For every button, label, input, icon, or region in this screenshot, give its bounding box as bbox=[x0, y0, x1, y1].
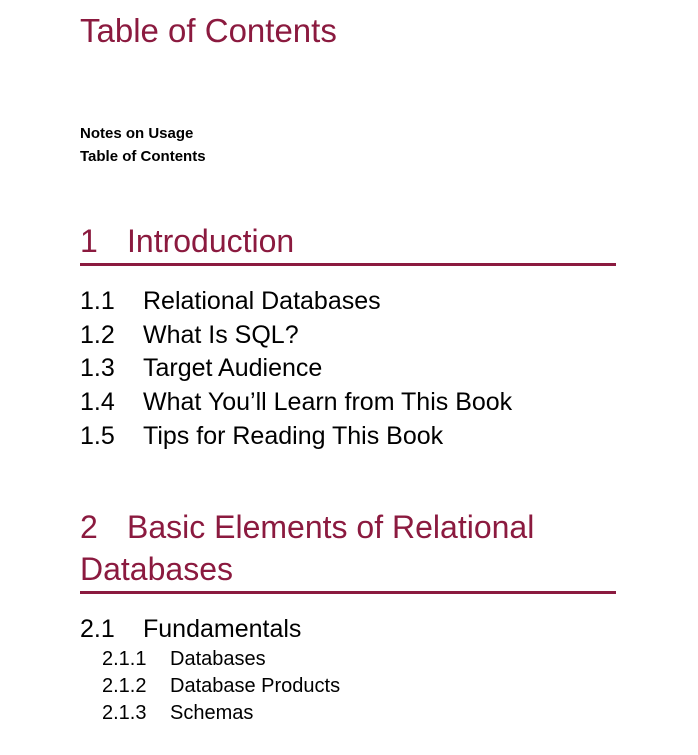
section-title: Target Audience bbox=[143, 354, 323, 383]
section-number: 1.2 bbox=[80, 320, 115, 349]
chapter-1-heading[interactable] bbox=[80, 220, 616, 263]
chapter-number: 2 bbox=[80, 509, 98, 545]
toc-subsection-2-1-3[interactable] bbox=[102, 700, 340, 727]
subsection-title: Databases bbox=[170, 648, 266, 670]
chapter-title: Basic Elements of Relational Databases bbox=[80, 509, 535, 587]
chapter-2-section-list bbox=[80, 613, 301, 647]
chapter-1-section-list bbox=[80, 285, 512, 454]
chapter-2-heading[interactable] bbox=[80, 506, 616, 591]
toc-link-table-of-contents[interactable]: Table of Contents bbox=[80, 148, 206, 165]
toc-section-1-5[interactable] bbox=[80, 420, 512, 454]
section-title: What You’ll Learn from This Book bbox=[143, 388, 513, 417]
toc-section-1-1[interactable] bbox=[80, 285, 512, 319]
section-number: 1.5 bbox=[80, 421, 115, 450]
toc-section-2-1[interactable] bbox=[80, 613, 301, 647]
subsection-number: 2.1.1 bbox=[102, 648, 147, 670]
chapter-1-heading-block bbox=[80, 220, 616, 266]
section-title: Fundamentals bbox=[143, 615, 302, 643]
chapter-title: Introduction bbox=[127, 223, 295, 259]
chapter-number: 1 bbox=[80, 223, 98, 259]
toc-link-notes-on-usage[interactable]: Notes on Usage bbox=[80, 125, 194, 142]
section-number: 2.1 bbox=[80, 615, 115, 643]
toc-section-1-2[interactable] bbox=[80, 319, 512, 353]
page-title: Table of Contents bbox=[80, 12, 337, 49]
front-matter-list bbox=[80, 122, 206, 168]
section-title: Tips for Reading This Book bbox=[143, 421, 444, 450]
subsection-title: Schemas bbox=[170, 702, 254, 724]
section-number: 1.1 bbox=[80, 287, 115, 315]
toc-section-1-3[interactable] bbox=[80, 352, 512, 386]
chapter-2-heading-block bbox=[80, 506, 616, 594]
toc-subsection-2-1-1[interactable] bbox=[102, 646, 340, 673]
toc-subsection-2-1-2[interactable] bbox=[102, 673, 340, 700]
section-number: 1.4 bbox=[80, 388, 115, 417]
subsection-number: 2.1.2 bbox=[102, 675, 147, 697]
toc-section-1-4[interactable] bbox=[80, 386, 512, 420]
subsection-title: Database Products bbox=[170, 675, 341, 697]
section-2-1-subsection-list bbox=[102, 646, 340, 727]
subsection-number: 2.1.3 bbox=[102, 702, 147, 724]
section-title: Relational Databases bbox=[143, 287, 381, 315]
section-number: 1.3 bbox=[80, 354, 115, 383]
section-title: What Is SQL? bbox=[143, 320, 299, 349]
